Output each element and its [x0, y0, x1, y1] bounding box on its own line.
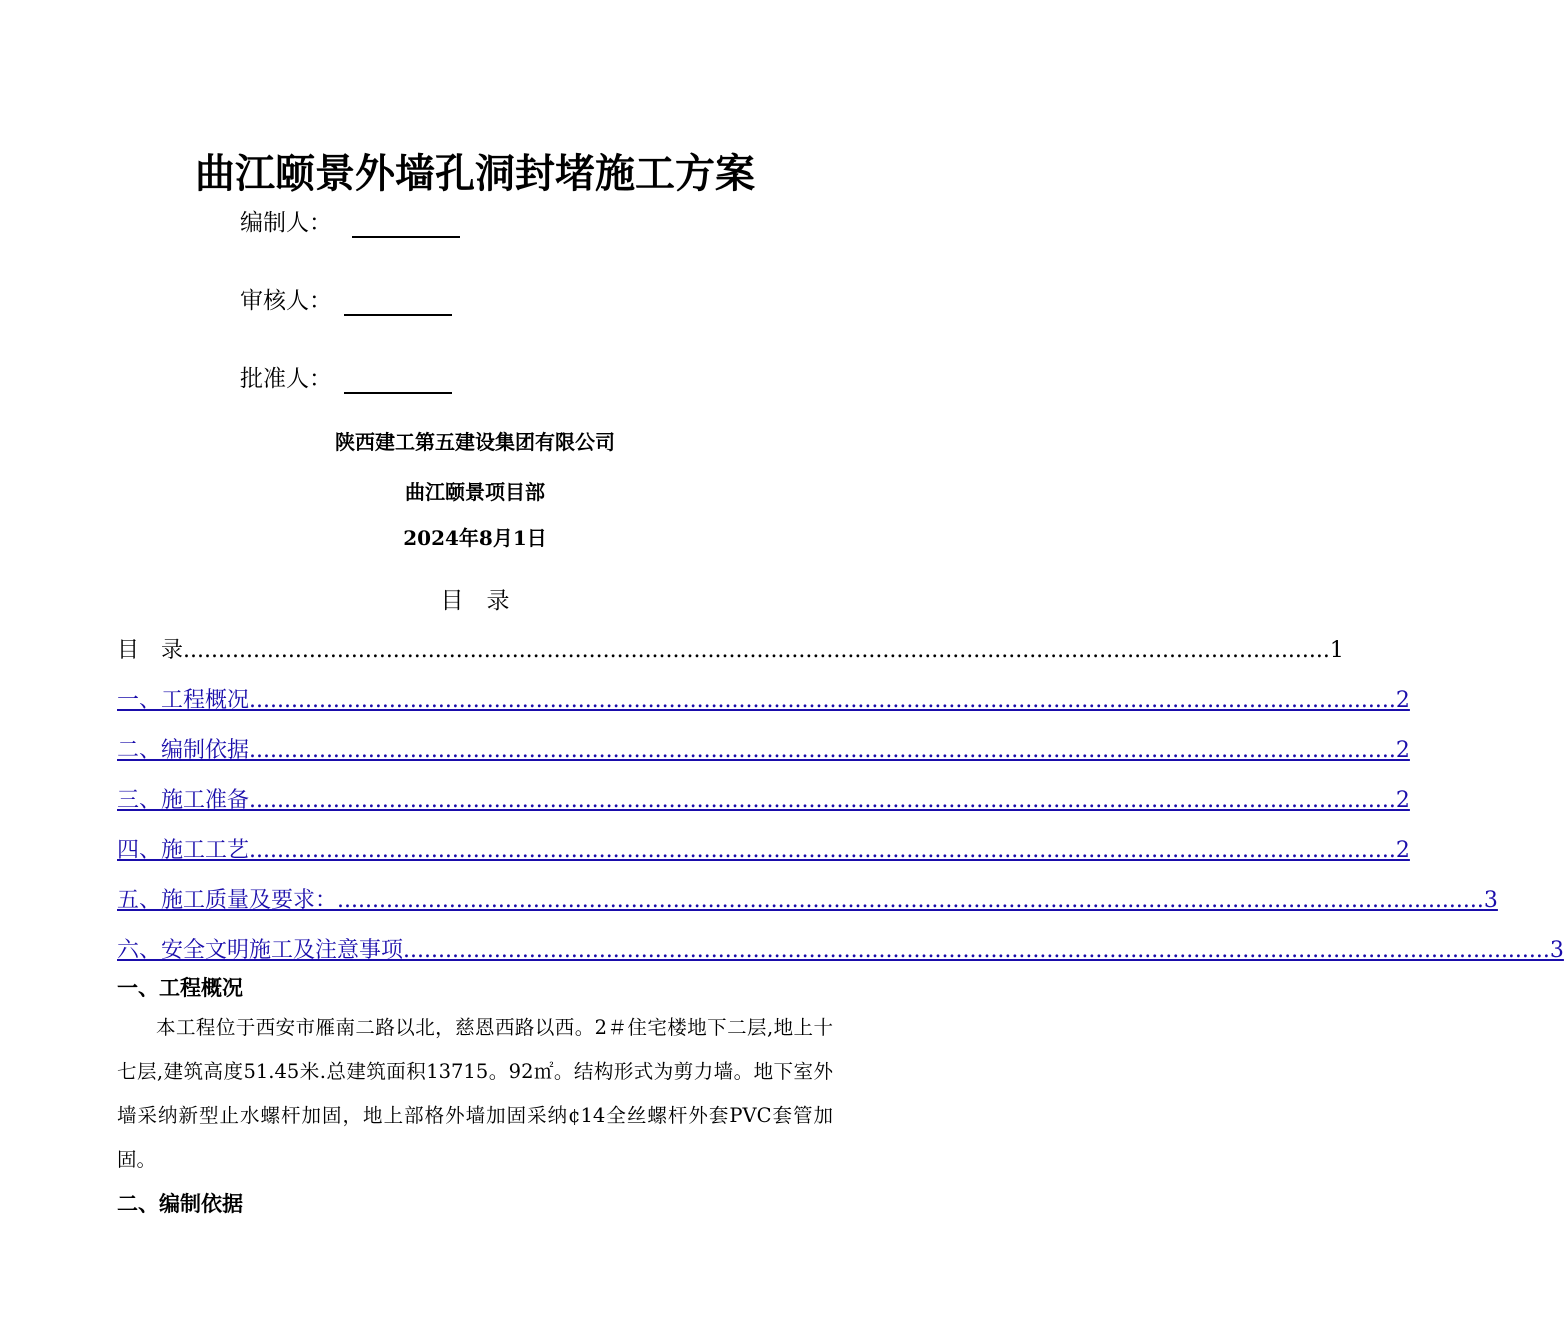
toc-leader: ....................................................................................................................................................................: [403, 938, 1550, 963]
signature-compiler: [240, 208, 460, 238]
toc-leader: ....................................................................................................................................................................: [249, 688, 1396, 713]
signature-blank: [352, 214, 460, 238]
toc-leader: ....................................................................................................................................................................: [337, 888, 1484, 913]
document-date: 2024年8月1日: [403, 526, 547, 550]
signature-label: 审核人：: [240, 288, 332, 314]
toc-leader: ....................................................................................................................................................................: [249, 788, 1396, 813]
toc-label: 六、安全文明施工及注意事项: [117, 938, 404, 963]
toc-page: 2: [1395, 688, 1410, 713]
section-heading-basis: 二、编制依据: [117, 1192, 243, 1216]
toc-page: 1: [1329, 638, 1344, 663]
toc-page: 2: [1395, 838, 1410, 863]
toc-page: 3: [1483, 888, 1498, 913]
toc-link-project-overview[interactable]: [117, 686, 1410, 716]
toc-label: 目 录: [117, 638, 184, 663]
section-body-overview: 本工程位于西安市雁南二路以北，慈恩西路以西。2＃住宅楼地下二层,地上十七层,建筑高度51.45米.总建筑面积13715。92㎡。结构形式为剪力墙。地下室外墙采纳新型止水螺杆加固，地上部格外墙加固采纳¢14全丝螺杆外套PVC套管加固。: [117, 1016, 833, 1171]
department-name: 曲江颐景项目部: [405, 480, 545, 504]
signature-approver: [240, 364, 452, 394]
document-title: 曲江颐景外墙孔洞封堵施工方案: [195, 151, 755, 197]
toc-leader: ....................................................................................................................................................................: [249, 738, 1396, 763]
toc-heading: 目 录: [440, 588, 510, 614]
toc-page: 2: [1395, 738, 1410, 763]
toc-page: 2: [1395, 788, 1410, 813]
toc-label: 二、编制依据: [117, 738, 250, 763]
toc-row-contents: [117, 636, 1344, 666]
toc-link-construction-preparation[interactable]: [117, 786, 1410, 816]
company-name: 陕西建工第五建设集团有限公司: [335, 430, 615, 454]
signature-label: 批准人：: [240, 366, 332, 392]
toc-link-construction-process[interactable]: [117, 836, 1410, 866]
toc-label: 一、工程概况: [117, 688, 250, 713]
signature-blank: [344, 370, 452, 394]
toc-link-compilation-basis[interactable]: [117, 736, 1410, 766]
toc-link-quality-requirements[interactable]: [117, 886, 1498, 916]
toc-label: 五、施工质量及要求：: [117, 888, 338, 913]
signature-label: 编制人：: [240, 210, 332, 236]
toc-label: 四、施工工艺: [117, 838, 250, 863]
toc-label: 三、施工准备: [117, 788, 250, 813]
toc-page: 3: [1549, 938, 1564, 963]
toc-link-safety[interactable]: [117, 936, 1564, 966]
toc-leader: ....................................................................................................................................................................: [249, 838, 1396, 863]
section-heading-overview: 一、工程概况: [117, 976, 243, 1000]
signature-reviewer: [240, 286, 452, 316]
toc-leader: ....................................................................................................................................................................: [183, 638, 1330, 663]
signature-blank: [344, 292, 452, 316]
